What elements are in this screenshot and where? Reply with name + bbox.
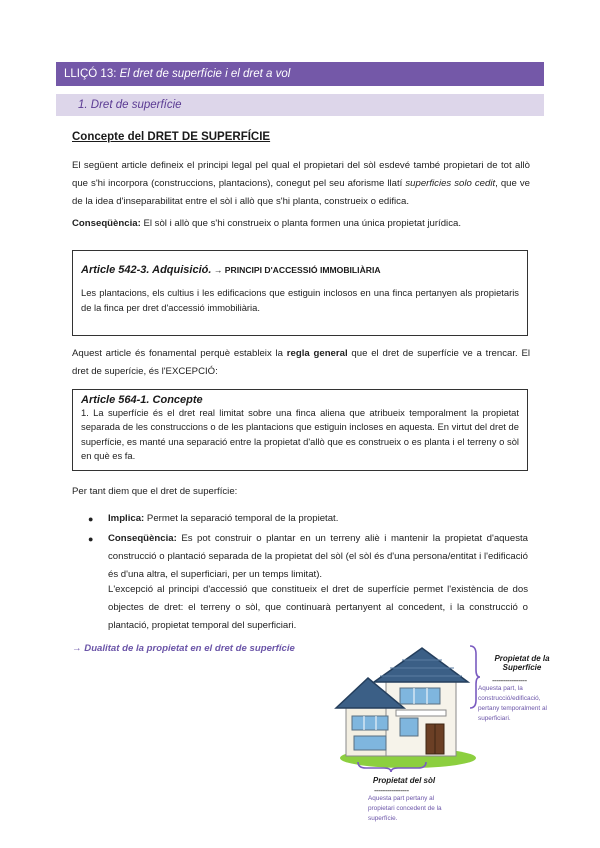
- main-roof-icon: [374, 648, 468, 682]
- bullet-label: Conseqüència:: [108, 533, 177, 544]
- bridge-paragraph: [72, 345, 530, 381]
- bridge-text-2: que el dret de superfície ve a trencar. El dret de superície, és l'EXCEPCIÓ:: [72, 348, 530, 377]
- article-542-title: Article 542-3. Adquisició.: [81, 264, 212, 276]
- bullet-label: Implica:: [108, 513, 145, 524]
- list-item: [86, 530, 528, 584]
- list-item: [86, 510, 528, 528]
- superficie-dashes: ----------------: [492, 676, 527, 685]
- article-564-box: [72, 389, 528, 471]
- superficie-title: [486, 654, 558, 672]
- article-564-text: 1. La superfície és el dret real limitat sobre una finca aliena que atribueix temporalment la propietat separada de les construccions o de les plantacions que estiguin incloses en aquesta. En virtut del dret de superfície, es manté una separació entre la propietat d'allò que es construeix o es planta i el terreny o sòl en què es fa.: [81, 407, 519, 462]
- consequence-paragraph: [72, 215, 530, 233]
- intro-text-2: , que ve de la idea d'inseparabilitat entre el sòl i allò que s'hi planta, construeix o edifica.: [72, 178, 530, 207]
- intro-paragraph: [72, 157, 530, 211]
- sol-bracket-icon: [356, 760, 428, 774]
- sol-dashes: ----------------: [374, 786, 409, 795]
- consequence-label: Conseqüència:: [72, 218, 141, 229]
- bullet-icon: ●: [88, 534, 94, 544]
- superficie-description: Aquesta part, la construcció/edificació, pertany temporalment al superficiari.: [478, 685, 547, 722]
- lesson-number: LLIÇÓ 13:: [64, 68, 117, 80]
- lesson-title: El dret de superfície i el dret a vol: [119, 68, 291, 80]
- latin-maxim: superficies solo cedit: [405, 178, 496, 189]
- window-icon: [352, 716, 388, 730]
- consequence-text: El sòl i allò que s'hi construeix o planta formen una única propietat jurídica.: [140, 218, 461, 229]
- sol-description: Aquesta part pertany al propietari concedent de la superfície.: [368, 795, 442, 822]
- bridge-text-1: Aquest article és fonamental perquè estableix la: [72, 348, 287, 359]
- section-title: 1. Dret de superfície: [56, 94, 544, 116]
- bullet-icon: ●: [88, 514, 94, 524]
- arrow: →: [211, 265, 225, 275]
- intro-text-1: El següent article defineix el principi legal pel qual el propietari del sòl esdevé també propietari de tot allò que s'hi incorpora (construccions, plantacions), conegut pel seu aforisme llatí: [72, 160, 530, 189]
- window-icon: [354, 736, 386, 750]
- lesson-title-bar: [56, 62, 544, 86]
- superficie-title-line2: Superfície: [502, 663, 542, 672]
- window-icon: [400, 688, 440, 704]
- duality-caption: → Dualitat de la propietat en el dret de superfície: [72, 643, 295, 654]
- therefore-text: Per tant diem que el dret de superfície:: [72, 486, 238, 497]
- window-icon: [400, 718, 418, 736]
- bullet-text: Permet la separació temporal de la propietat.: [144, 513, 339, 524]
- sol-title: Propietat del sòl: [372, 776, 436, 785]
- house-illustration: [330, 640, 480, 770]
- concept-heading: Concepte del DRET DE SUPERFÍCIE: [72, 131, 271, 143]
- accession-principle: PRINCIPI D'ACCESSIÓ IMMOBILIÀRIA: [224, 265, 381, 275]
- bullet-list: [86, 510, 528, 586]
- article-564-title: Article 564-1. Concepte: [81, 394, 203, 406]
- general-rule: regla general: [286, 348, 348, 359]
- article-542-title-row: [81, 264, 519, 276]
- article-542-text: Les plantacions, els cultius i les edificacions que estiguin inclosos en una finca pertanyen als propietaris de la finca per dret d'accessió immobiliària.: [81, 287, 519, 313]
- superficie-title-line1: Propietat de la: [494, 654, 550, 663]
- exception-note: L'excepció al principi d'accessió que constitueix el dret de superfície permet l'existència de dos objectes de dret: el terreny o sòl, que continuarà pertanyent al concedent, i la construcció o plantació, propietat temporal del superficiari.: [108, 584, 528, 631]
- article-542-box: [72, 250, 528, 336]
- bullet-text: Es pot construir o plantar en un terreny aliè i mantenir la propietat d'aquesta construcció o plantació separada de la propietat del sòl (el sòl és d'una persona/entitat i l'edificació és d'una altra, el superficiari, per un temps limitat).: [108, 533, 528, 580]
